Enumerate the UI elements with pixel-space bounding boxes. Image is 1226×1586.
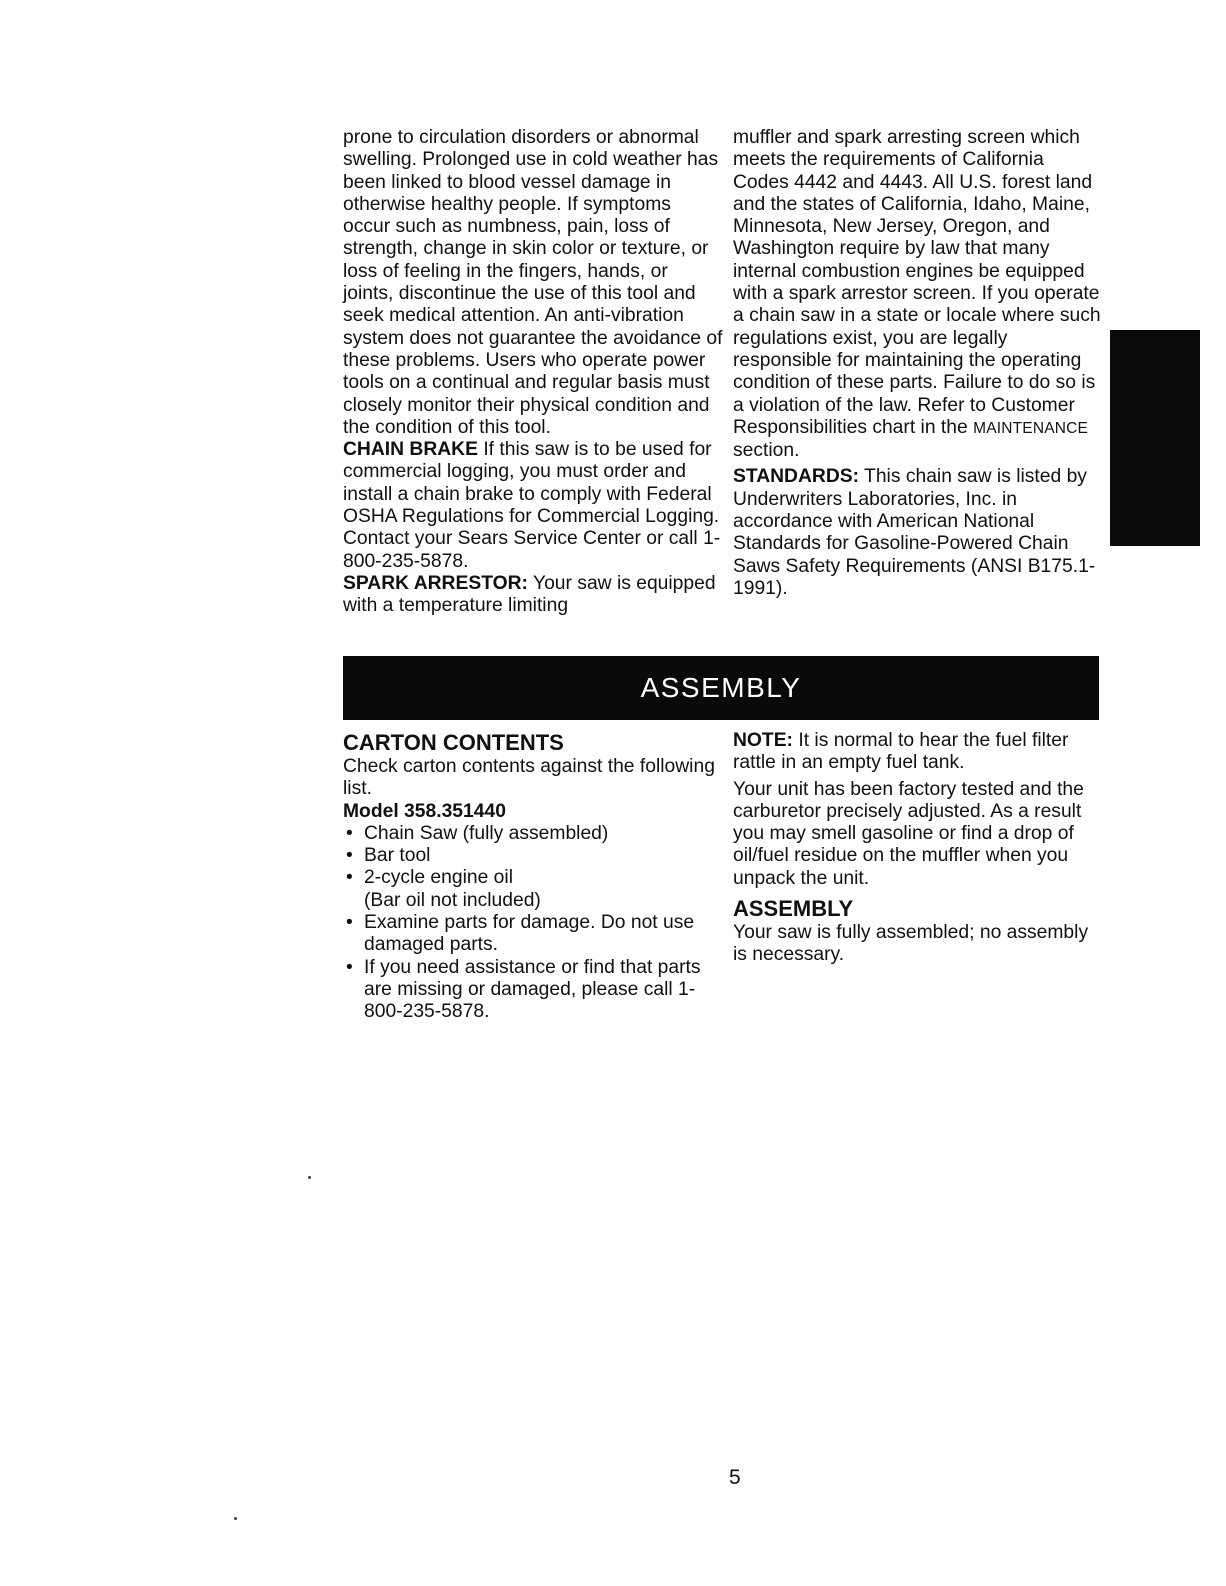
list-item-text: Bar tool [364, 845, 431, 867]
assembly-notes-column [733, 730, 1103, 967]
section-tab-marker [1110, 330, 1200, 546]
chain-brake-text: If this saw is to be used for commercial logging, you must order and install a chain brake to comply with Federal OSHA Regulations for Commercial Logging. Contact your Sears Service Center or call 1-800-235-5878. [343, 439, 721, 572]
scan-speck [234, 1517, 237, 1520]
vibration-warning-paragraph [343, 127, 723, 439]
list-item-text: Chain Saw (fully assembled) [364, 822, 609, 844]
page-number: 5 [729, 1466, 741, 1489]
carton-contents-intro: Check carton contents against the following list. [343, 756, 715, 800]
assembly-section-banner [343, 656, 1099, 720]
maintenance-reference: MAINTENANCE [973, 419, 1089, 437]
note-text: It is normal to hear the fuel filter rattle in an empty fuel tank. [733, 730, 1069, 774]
list-item [343, 823, 723, 845]
list-item-text: 2-cycle engine oil [364, 867, 513, 889]
assembly-subheading: ASSEMBLY [733, 896, 854, 922]
list-item [343, 912, 723, 957]
standards-text: This chain saw is listed by Underwriters Laboratories, Inc. in accordance with American National Standards for Gasoline-Powered Chain Saws Safety Requirements (ANSI B175.1-1991). [733, 466, 1096, 599]
list-item [343, 867, 723, 912]
chain-brake-lead: CHAIN BRAKE [343, 439, 478, 461]
safety-text-left-column [343, 127, 723, 618]
carton-contents-list [343, 823, 723, 1024]
spark-arrestor-lead: SPARK ARRESTOR: [343, 572, 528, 594]
standards-lead: STANDARDS: [733, 466, 860, 488]
standards-paragraph [733, 466, 1103, 600]
chain-brake-paragraph [343, 439, 723, 573]
factory-tested-paragraph: Your unit has been factory tested and the carburetor precisely adjusted. As a result you may smell gasoline or find a drop of oil/fuel residue on the muffler when you unpack the unit. [733, 778, 1084, 889]
scan-speck [308, 1176, 311, 1179]
spark-arrestor-continued-end: section. [733, 440, 800, 462]
assembly-paragraph: Your saw is fully assembled; no assembly is necessary. [733, 922, 1089, 966]
list-item-text: Examine parts for damage. Do not use damaged parts. [364, 912, 695, 956]
bar-oil-note: (Bar oil not included) [364, 889, 541, 911]
spark-arrestor-continued-text: muffler and spark arresting screen which meets the requirements of California Codes 4442 and 4443. All U.S. forest land and the states of California, Idaho, Maine, Minnesota, New Jersey, Oregon, and Washington require by law that many internal combustion engines be equipped with a spark arrestor screen. If you operate a chain saw in a state or locale where such regulations exist, you are legally responsible for maintaining the operating condition of these parts. Failure to do so is a violation of the law. Refer to Customer Responsibilities chart in the [733, 127, 1101, 438]
spark-arrestor-text: Your saw is equipped with a temperature limiting [343, 572, 716, 617]
list-item [343, 845, 723, 867]
note-lead: NOTE: [733, 730, 793, 751]
assembly-banner-title: ASSEMBLY [640, 672, 802, 703]
safety-text-right-column [733, 127, 1103, 600]
vibration-warning-text: prone to circulation disorders or abnormal swelling. Prolonged use in cold weather has been linked to blood vessel damage in otherwise healthy people. If symptoms occur such as numbness, pain, loss of strength, change in skin color or texture, or loss of feeling in the fingers, hands, or joints, discontinue the use of this tool and seek medical attention. An anti-vibration system does not guarantee the avoidance of these problems. Users who operate power tools on a continual and regular basis must closely monitor their physical condition and the condition of this tool. [343, 127, 723, 438]
model-number: Model 358.351440 [343, 800, 506, 822]
note-paragraph [733, 730, 1103, 775]
list-item [343, 957, 723, 1024]
spark-arrestor-continued-paragraph [733, 127, 1103, 462]
carton-contents-heading: CARTON CONTENTS [343, 730, 564, 755]
list-item-text: If you need assistance or find that parts are missing or damaged, please call 1-800-235-5878. [364, 956, 701, 1023]
spark-arrestor-paragraph [343, 573, 723, 618]
carton-contents-column [343, 730, 723, 1024]
